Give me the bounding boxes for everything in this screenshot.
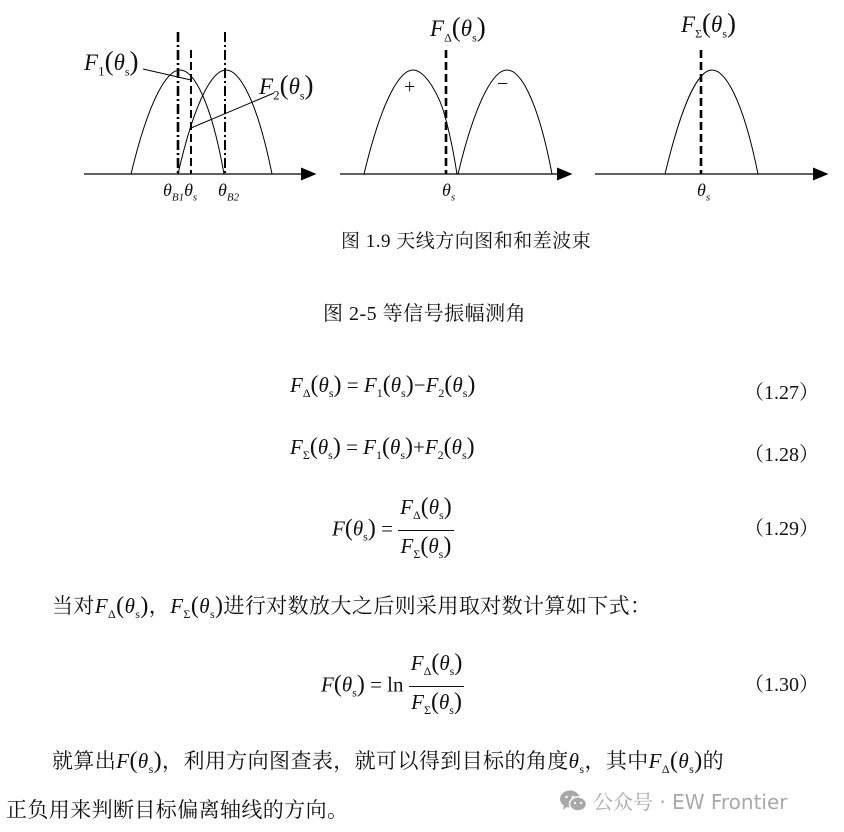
tick-symbol: θ bbox=[163, 180, 172, 200]
label-f1-sub: 1 bbox=[98, 63, 105, 79]
equation-number-1-27: （1.27） bbox=[744, 382, 819, 404]
fraction: $\frac{F_\Delta(\theta_s)}{F_\Sigma(\theta_s)}$ bbox=[400, 494, 452, 561]
equation-number-1-30: （1.30） bbox=[744, 674, 819, 696]
tick-theta-s-3 bbox=[697, 180, 710, 204]
tick-sub: s bbox=[450, 191, 456, 204]
label-arg-sub: s bbox=[472, 30, 477, 45]
tick-theta-b1 bbox=[163, 180, 197, 204]
watermark bbox=[559, 786, 788, 815]
equation-1-29: $F(\theta_s)$ = $\frac{F_\Delta(\theta_s)}{F_\Sigma(\theta_s)}$ bbox=[332, 494, 454, 567]
label-sub: Σ bbox=[695, 26, 703, 41]
label-f-delta: $F_\Delta(\theta_s)$ bbox=[430, 12, 486, 45]
label-f2-arg-sub: s bbox=[299, 88, 305, 103]
tick-symbol: θ bbox=[442, 180, 451, 200]
label-f-sigma: $F_\Sigma(\theta_s)$ bbox=[681, 8, 737, 41]
equation-1-27: $F_\Delta(\theta_s) = F_1(\theta_s)-F_2(\theta_s)$ bbox=[290, 372, 476, 400]
equation-number-1-29: （1.29） bbox=[744, 518, 819, 540]
label-f2: $F_2(\theta_s)$ bbox=[259, 70, 314, 103]
tick-sub: B1 bbox=[171, 191, 185, 204]
label-arg: θ bbox=[711, 12, 723, 37]
label-f2-symbol: F bbox=[259, 74, 274, 99]
tick-sub: s bbox=[192, 191, 198, 204]
sum-lobe bbox=[665, 70, 758, 174]
lobe-sign-minus: − bbox=[497, 73, 509, 95]
tick-sub: s bbox=[705, 191, 711, 204]
wechat-icon bbox=[559, 789, 587, 813]
tick-symbol: θ bbox=[184, 180, 193, 200]
label-f1: $F_1(\theta_s)$ bbox=[84, 46, 139, 79]
tick-theta-b2 bbox=[218, 180, 239, 204]
tick-symbol: θ bbox=[697, 180, 706, 200]
fraction: $\frac{F_\Delta(\theta_s)}{F_\Sigma(\theta_s)}$ bbox=[410, 650, 463, 717]
label-f2-sub: 2 bbox=[273, 87, 280, 103]
label-f1-arg: θ bbox=[113, 50, 125, 75]
label-f2-arg: θ bbox=[288, 74, 300, 99]
paragraph-log-amplify: 当对$F_\Delta(\theta_s)$，$F_\Sigma(\theta_s)$进行对数放大之后则采用取对数计算如下式： bbox=[52, 593, 652, 621]
watermark-text: 公众号 · EW Frontier bbox=[593, 790, 788, 814]
label-arg: θ bbox=[460, 16, 473, 41]
label-sub: Δ bbox=[444, 30, 452, 45]
figure-caption: 图 1.9 天线方向图和和差波束 bbox=[341, 231, 592, 252]
figure-title-2: 图 2-5 等信号振幅测角 bbox=[323, 303, 527, 325]
label-f1-symbol: F bbox=[84, 50, 99, 75]
equation-1-28: $F_\Sigma(\theta_s) = F_1(\theta_s)+F_2(\theta_s)$ bbox=[290, 434, 475, 462]
tick-sub: B2 bbox=[226, 191, 240, 204]
equation-1-30: $F(\theta_s) = \ln$ $\frac{F_\Delta(\theta_s)}{F_\Sigma(\theta_s)}$ bbox=[321, 650, 464, 723]
tick-theta-s-2 bbox=[442, 180, 455, 204]
paragraph-lookup-line2: 正负用来判断目标偏离轴线的方向。 bbox=[6, 798, 349, 822]
equation-number-1-28: （1.28） bbox=[744, 444, 819, 466]
paragraph-lookup: 就算出$F(\theta_s)$，利用方向图查表，就可以得到目标的角度$\theta_s$，其中$F_\Delta(\theta_s)$的 bbox=[52, 748, 725, 776]
panel-sum-beam bbox=[595, 50, 826, 174]
label-f1-arg-sub: s bbox=[124, 64, 130, 79]
label-symbol: F bbox=[681, 12, 696, 37]
tick-symbol: θ bbox=[218, 180, 227, 200]
lobe-sign-plus: + bbox=[404, 76, 416, 98]
label-symbol: F bbox=[430, 16, 445, 41]
panel-difference-beam bbox=[340, 50, 570, 174]
label-arg-sub: s bbox=[722, 26, 728, 41]
